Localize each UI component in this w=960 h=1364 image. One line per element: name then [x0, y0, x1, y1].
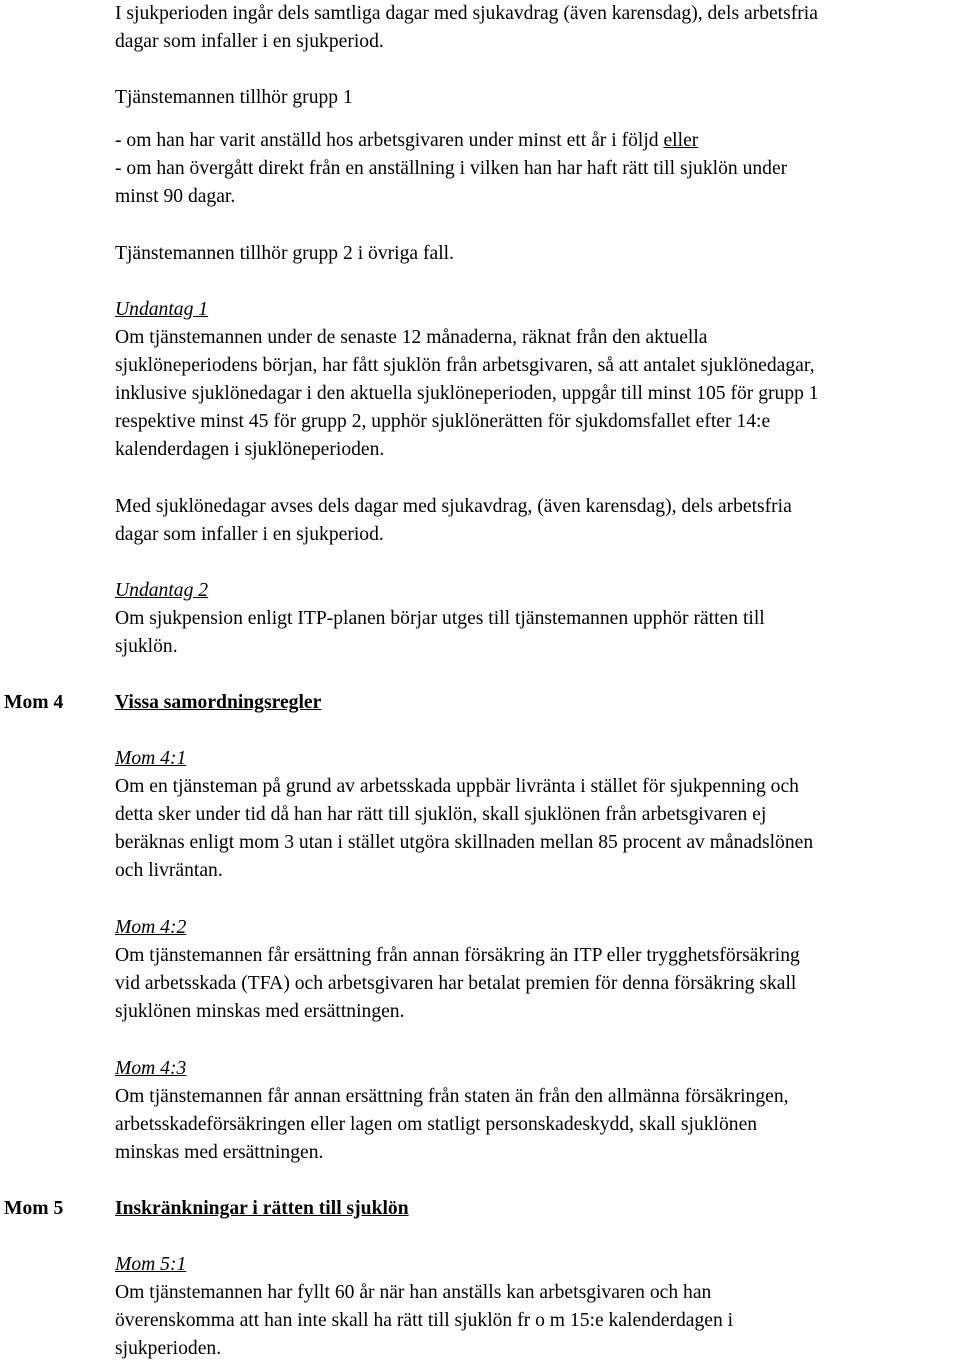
undantag-1-title: Undantag 1: [115, 299, 209, 320]
text-line: dagar som infaller i en sjukperiod.: [115, 31, 384, 53]
text-line: sjuklön.: [115, 636, 178, 658]
text-line: Om tjänstemannen får annan ersättning från staten än från den allmänna försäkringen,: [115, 1086, 789, 1108]
condition-1-text: - om han har varit anställd hos arbetsgivaren under minst ett år i följd: [115, 130, 664, 151]
text-line: sjuklöneperiodens början, har fått sjuklön från arbetsgivaren, så att antalet sjuklönedagar,: [115, 355, 815, 377]
text-line: Tjänstemannen tillhör grupp 1: [115, 87, 353, 108]
mom-4-1-title: Mom 4:1: [115, 748, 187, 769]
text-line: Tjänstemannen tillhör grupp 2 i övriga fall.: [115, 243, 454, 264]
text-line: överenskomma att han inte skall ha rätt till sjuklön fr o m 15:e kalenderdagen i: [115, 1310, 734, 1332]
condition-2-line: minst 90 dagar.: [115, 186, 236, 208]
mom-5-label: Mom 5: [4, 1198, 64, 1219]
section-undantag-1: [115, 296, 960, 465]
text-line: dagar som infaller i en sjukperiod.: [115, 524, 384, 546]
text-line: sjuklönen minskas med ersättningen.: [115, 1001, 405, 1023]
condition-1: [115, 127, 960, 155]
text-line: minskas med ersättningen.: [115, 1142, 324, 1164]
mom-4-3-title: Mom 4:3: [115, 1058, 187, 1079]
mom-4-2-title: Mom 4:2: [115, 917, 187, 938]
text-line: Med sjuklönedagar avses dels dagar med sjukavdrag, (även karensdag), dels arbetsfria: [115, 496, 792, 517]
mom-4-label: Mom 4: [4, 692, 64, 713]
text-line: Om tjänstemannen under de senaste 12 månaderna, räknat från den aktuella: [115, 327, 708, 349]
section-undantag-2: [115, 577, 960, 661]
mom-5-heading: Inskränkningar i rätten till sjuklön: [115, 1198, 409, 1219]
condition-2-line: - om han övergått direkt från en anställning i vilken han har haft rätt till sjuklön under: [115, 158, 788, 180]
eller-underlined: eller: [663, 130, 699, 151]
mom-5-1-title: Mom 5:1: [115, 1254, 187, 1275]
text-line: vid arbetsskada (TFA) och arbetsgivaren har betalat premien för denna försäkring skall: [115, 973, 797, 995]
section-mom-4-2: [115, 914, 960, 1026]
text-line: Om tjänstemannen får ersättning från annan försäkring än ITP eller trygghetsförsäkring: [115, 945, 800, 967]
paragraph-sjukperiod-definition: [115, 0, 960, 56]
section-mom-5-1: [115, 1251, 960, 1363]
group1-conditions: [115, 127, 960, 211]
paragraph-group2: [115, 240, 960, 268]
text-line: och livräntan.: [115, 860, 223, 882]
section-mom-4-3: [115, 1055, 960, 1167]
text-line: inklusive sjuklönedagar i den aktuella sjuklöneperioden, uppgår till minst 105 för grupp 1: [115, 383, 819, 405]
section-mom-4-1: [115, 745, 960, 885]
text-line: respektive minst 45 för grupp 2, upphör sjuklönerätten för sjukdomsfallet efter 14:e: [115, 411, 771, 433]
text-line: Om en tjänsteman på grund av arbetsskada uppbär livränta i stället för sjukpenning och: [115, 776, 799, 798]
mom-4-heading: Vissa samordningsregler: [115, 692, 322, 713]
paragraph-sjuklonedagar: [115, 493, 960, 549]
undantag-2-title: Undantag 2: [115, 580, 209, 601]
text-line: kalenderdagen i sjuklöneperioden.: [115, 439, 385, 461]
text-line: sjukperioden.: [115, 1338, 222, 1360]
text-line: beräknas enligt mom 3 utan i stället utgöra skillnaden mellan 85 procent av månadslönen: [115, 832, 814, 854]
paragraph-group1: [115, 84, 960, 112]
text-line: arbetsskadeförsäkringen eller lagen om statligt personskadeskydd, skall sjuklönen: [115, 1114, 758, 1136]
text-line: Om tjänstemannen har fyllt 60 år när han anställs kan arbetsgivaren och han: [115, 1282, 712, 1304]
text-line: I sjukperioden ingår dels samtliga dagar med sjukavdrag (även karensdag), dels arbetsfria: [115, 3, 818, 24]
text-line: detta sker under tid då han har rätt till sjuklön, skall sjuklönen från arbetsgivaren ej: [115, 804, 767, 826]
text-line: Om sjukpension enligt ITP-planen börjar utges till tjänstemannen upphör rätten till: [115, 608, 765, 630]
